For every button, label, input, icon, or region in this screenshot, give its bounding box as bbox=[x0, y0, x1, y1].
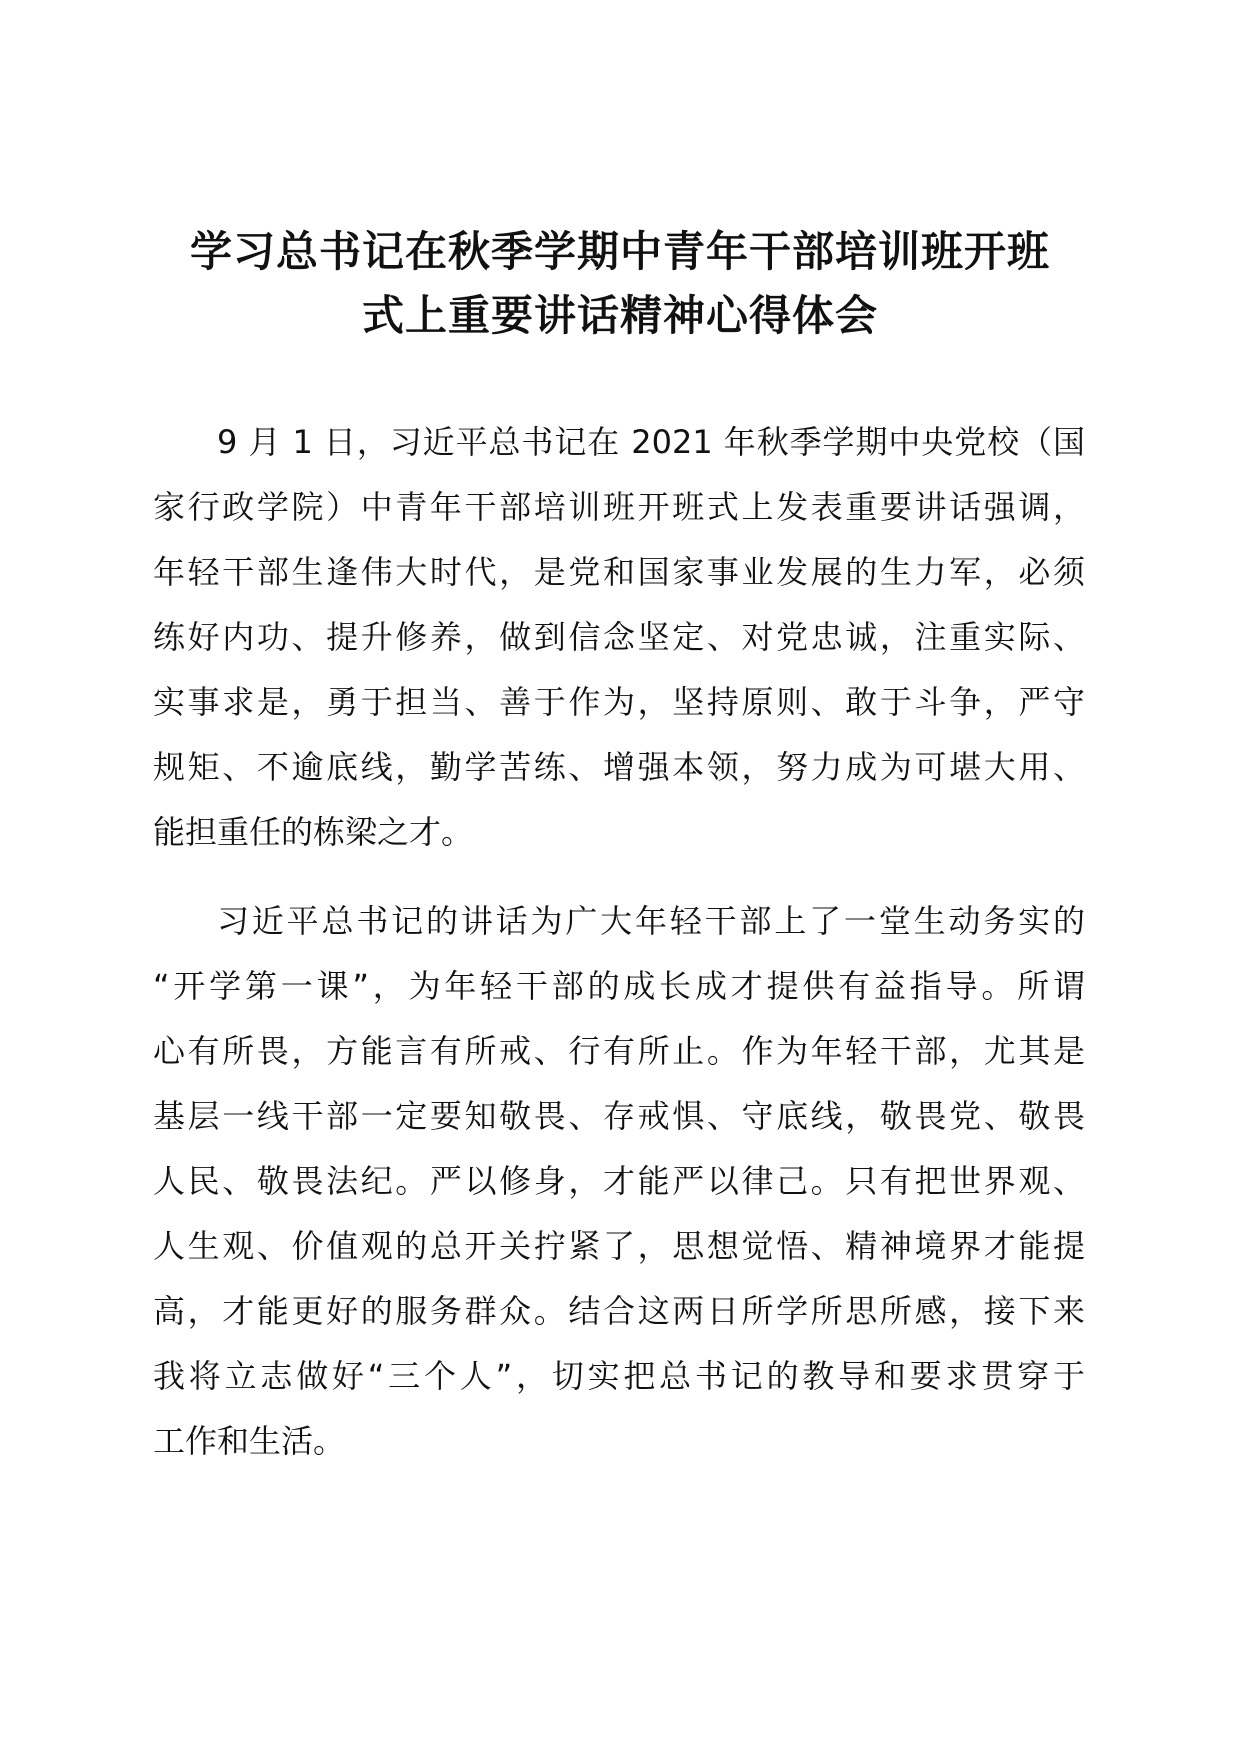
paragraph-line: 能担重任的栋梁之才。 bbox=[153, 813, 474, 851]
paragraph-line: 规矩、不逾底线，勤学苦练、增强本领，努力成为可堪大用、 bbox=[153, 748, 1085, 786]
paragraph-line: 心有所畏，方能言有所戒、行有所止。作为年轻干部，尤其是 bbox=[153, 1032, 1085, 1070]
paragraph-line: 年轻干部生逢伟大时代，是党和国家事业发展的生力军，必须 bbox=[153, 553, 1085, 591]
paragraph-line: 习近平总书记的讲话为广大年轻干部上了一堂生动务实的 bbox=[217, 902, 1085, 940]
paragraph-line: 基层一线干部一定要知敬畏、存戒惧、守底线，敬畏党、敬畏 bbox=[153, 1097, 1085, 1135]
title-line-1: 学习总书记在秋季学期中青年干部培训班开班 bbox=[189, 227, 1050, 276]
document-body bbox=[153, 410, 1085, 1498]
paragraph-line: 人生观、价值观的总开关拧紧了，思想觉悟、精神境界才能提 bbox=[153, 1227, 1085, 1265]
paragraph-line: 工作和生活。 bbox=[153, 1422, 346, 1460]
paragraph-line: 9 月 1 日，习近平总书记在 2021 年秋季学期中央党校（国 bbox=[217, 423, 1085, 461]
document-title bbox=[150, 220, 1090, 348]
paragraph-1 bbox=[153, 410, 1085, 865]
title-line-2: 式上重要讲话精神心得体会 bbox=[361, 291, 878, 340]
paragraph-line: 家行政学院）中青年干部培训班开班式上发表重要讲话强调， bbox=[153, 488, 1085, 526]
paragraph-line: 我将立志做好“三个人”，切实把总书记的教导和要求贯穿于 bbox=[153, 1357, 1085, 1395]
paragraph-line: 实事求是，勇于担当、善于作为，坚持原则、敢于斗争，严守 bbox=[153, 683, 1085, 721]
paragraph-line: 练好内功、提升修养，做到信念坚定、对党忠诚，注重实际、 bbox=[153, 618, 1085, 656]
paragraph-2 bbox=[153, 889, 1085, 1474]
paragraph-line: 高，才能更好的服务群众。结合这两日所学所思所感，接下来 bbox=[153, 1292, 1085, 1330]
paragraph-line: 人民、敬畏法纪。严以修身，才能严以律己。只有把世界观、 bbox=[153, 1162, 1085, 1200]
paragraph-line: “开学第一课”，为年轻干部的成长成才提供有益指导。所谓 bbox=[153, 967, 1085, 1005]
